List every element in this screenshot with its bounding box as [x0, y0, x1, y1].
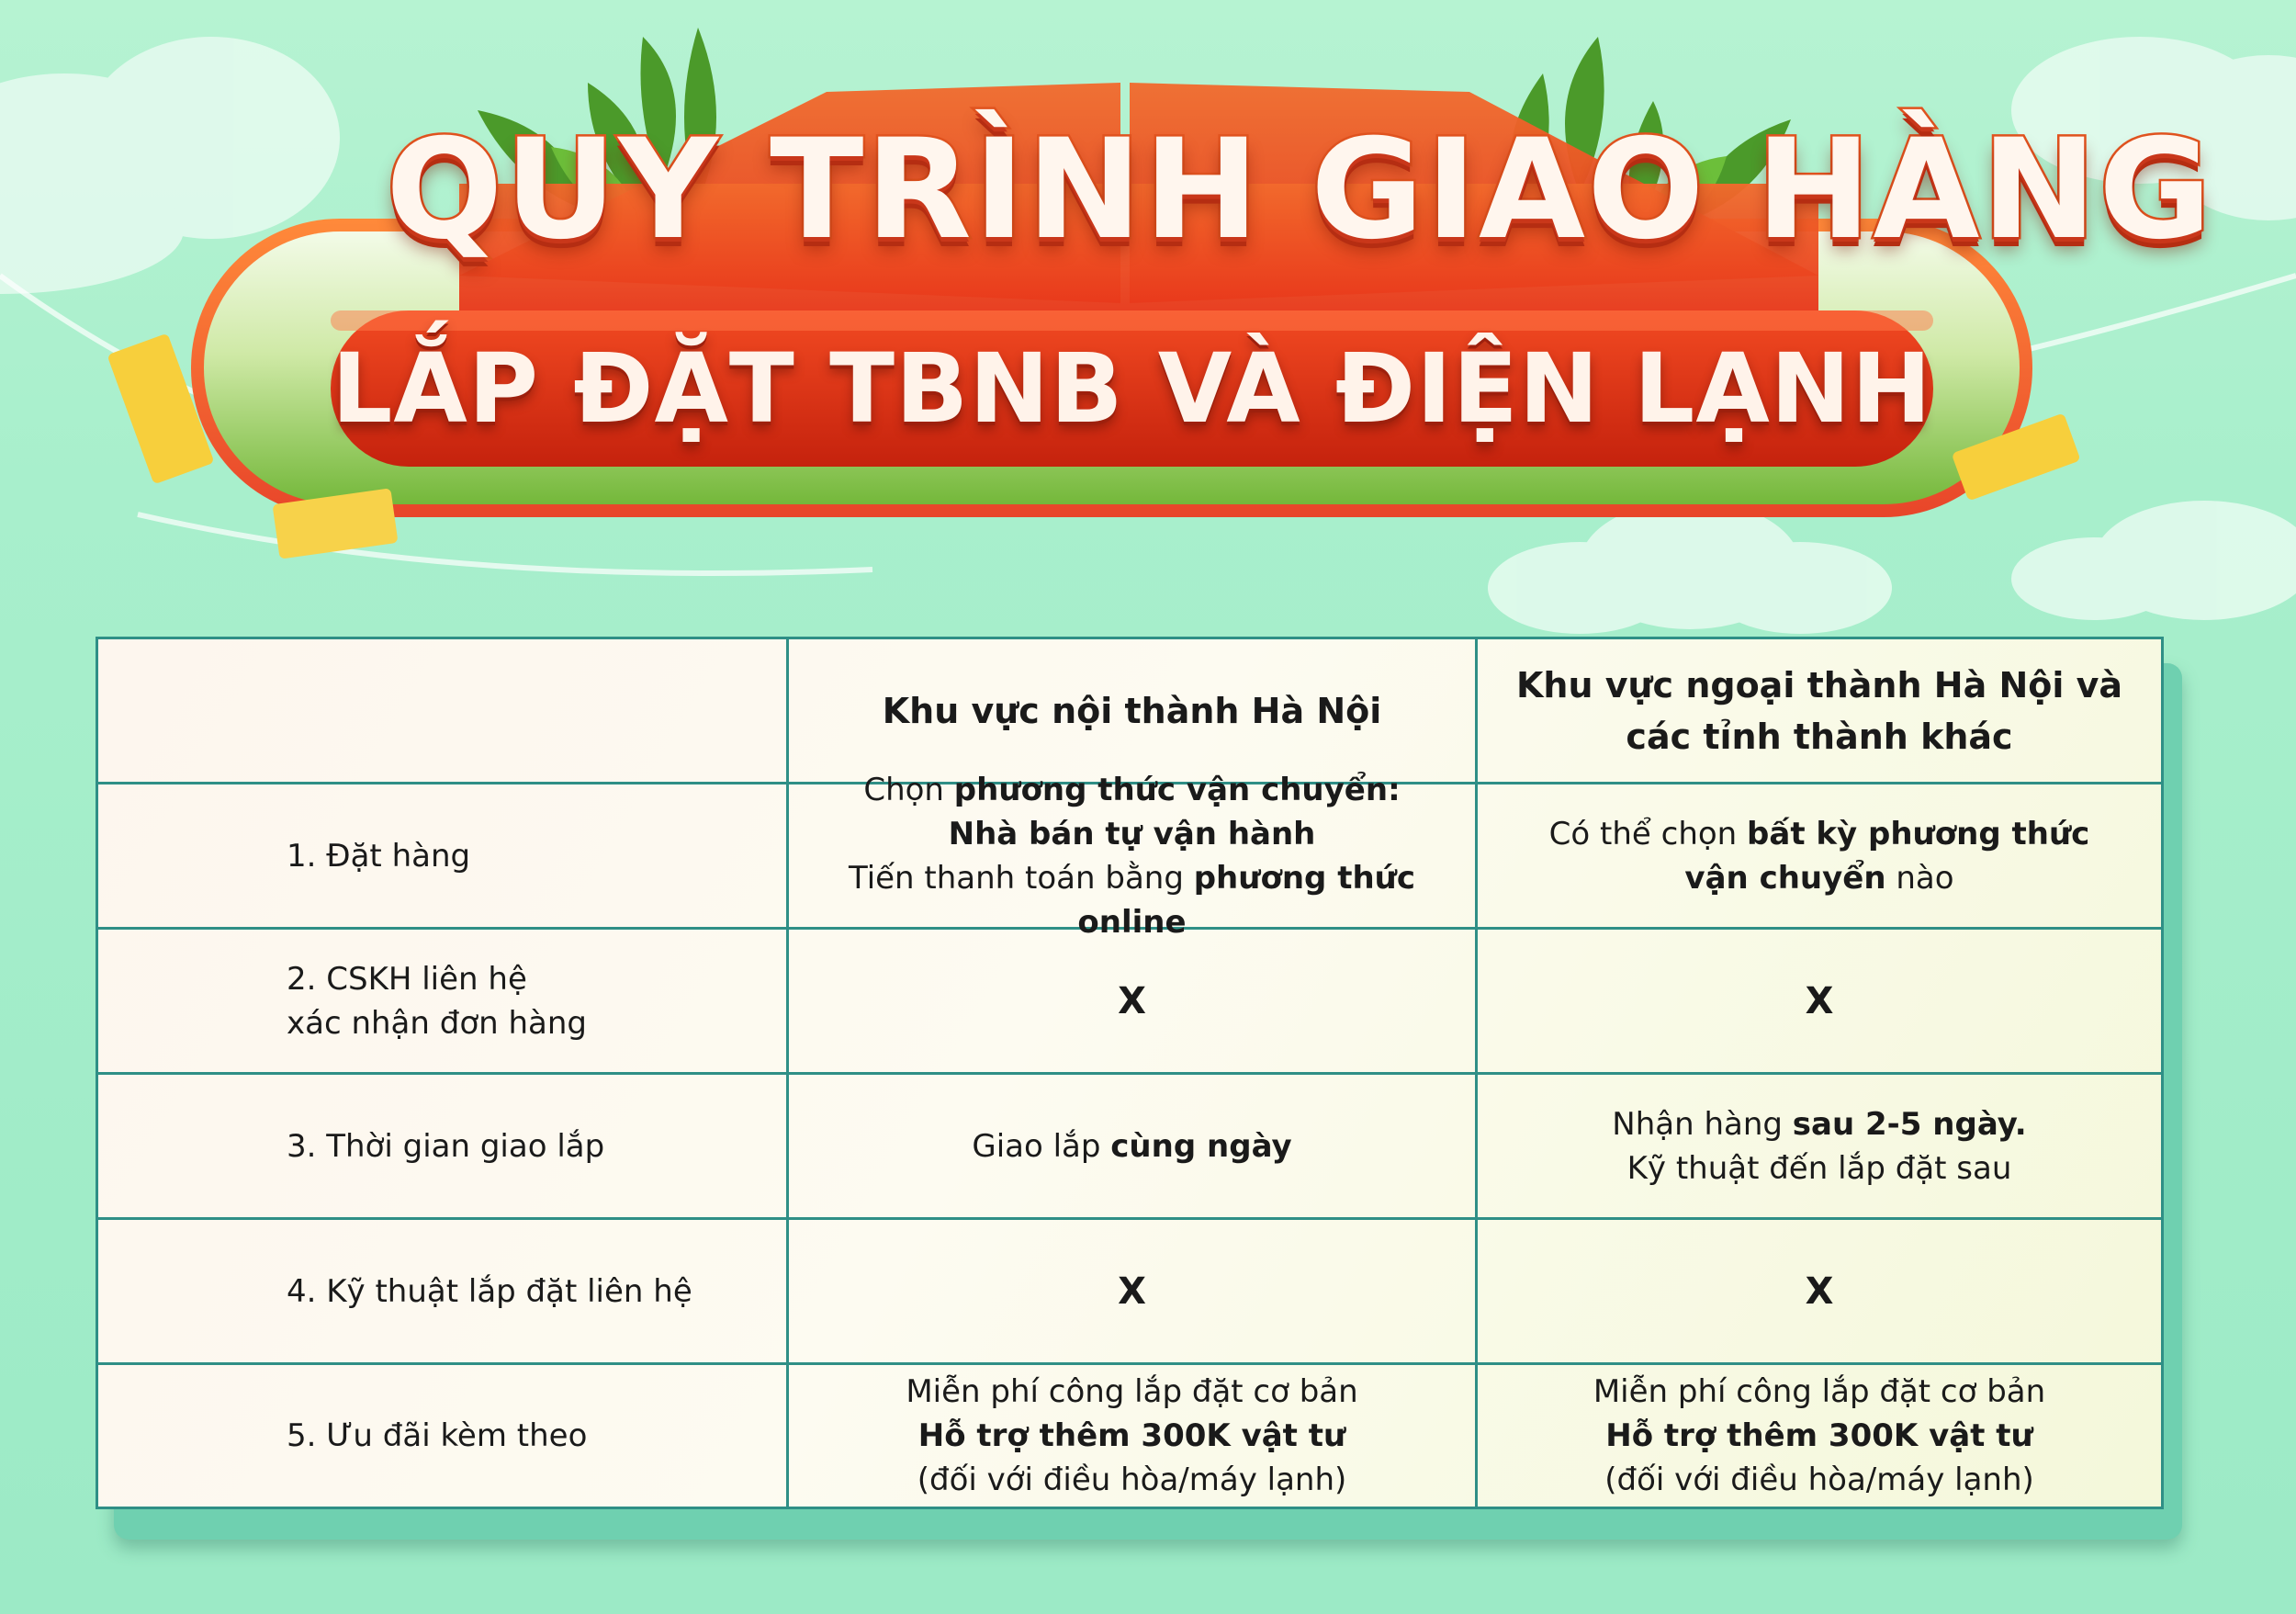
outer-city-cell	[1478, 1220, 2161, 1362]
cell-text: Có thể chọn	[1548, 815, 1748, 852]
cell-text-bold: phương thức vận chuyển:	[953, 771, 1401, 808]
check-mark: X	[1805, 979, 1834, 1022]
inner-city-cell	[789, 1220, 1478, 1362]
table-row	[98, 1220, 2161, 1365]
table-row	[98, 1075, 2161, 1220]
cell-line	[972, 1124, 1291, 1168]
banner	[0, 0, 2296, 625]
header-inner-city-label: Khu vực nội thành Hà Nội	[882, 690, 1382, 731]
table-row	[98, 771, 2161, 941]
step-label-text: 1. Đặt hàng	[287, 837, 471, 875]
cell-line: Miễn phí công lắp đặt cơ bản	[906, 1373, 1358, 1410]
cell-text-bold: vận chuyển	[1684, 859, 1886, 897]
cell-line-bold: Hỗ trợ thêm 300K vật tư	[917, 1417, 1346, 1454]
cell-text-bold: sau 2-5 ngày.	[1792, 1105, 2027, 1143]
cell-text: Giao lắp	[972, 1127, 1111, 1165]
inner-city-cell	[789, 930, 1478, 1072]
cell-text-bold: bất kỳ phương thức	[1747, 815, 2090, 852]
step-label	[98, 1220, 789, 1362]
cell-line	[863, 768, 1400, 812]
check-mark: X	[1118, 1270, 1146, 1313]
step-label	[98, 784, 789, 927]
inner-city-cell	[789, 1365, 1478, 1507]
header-outer-city	[1478, 639, 2161, 782]
cell-line	[1684, 856, 1953, 900]
cell-line: Kỹ thuật đến lắp đặt sau	[1626, 1149, 2012, 1187]
header-inner-city	[789, 639, 1478, 782]
cell-line: Miễn phí công lắp đặt cơ bản	[1593, 1373, 2046, 1410]
cell-text-bold: cùng ngày	[1110, 1127, 1292, 1165]
check-mark: X	[1805, 1270, 1834, 1313]
inner-city-cell	[789, 771, 1478, 941]
step-label	[98, 1075, 789, 1217]
cell-line-bold: Hỗ trợ thêm 300K vật tư	[1605, 1417, 2033, 1454]
cell-text: Tiến thanh toán bằng	[848, 859, 1194, 897]
header-empty-cell	[98, 639, 789, 782]
delivery-process-table	[96, 637, 2164, 1509]
table-header-row	[98, 639, 2161, 784]
cell-line-bold: Nhà bán tự vận hành	[948, 815, 1316, 852]
cell-text: Chọn	[863, 771, 954, 808]
step-label-line2: xác nhận đơn hàng	[287, 1004, 588, 1042]
outer-city-cell	[1478, 784, 2161, 927]
cell-line	[1612, 1102, 2026, 1146]
check-mark: X	[1118, 979, 1146, 1022]
cell-text: nào	[1885, 859, 1954, 897]
header-outer-city-line1: Khu vực ngoại thành Hà Nội và	[1515, 664, 2123, 705]
cell-line	[1549, 812, 2090, 856]
inner-city-cell	[789, 1075, 1478, 1217]
table-row	[98, 1365, 2161, 1507]
header-outer-city-line2: các tỉnh thành khác	[1626, 716, 2013, 757]
banner-subtitle: LẮP ĐẶT TBNB VÀ ĐIỆN LẠNH	[332, 333, 1932, 445]
cell-text-bold: phương thức online	[1077, 859, 1416, 941]
outer-city-cell	[1478, 1075, 2161, 1217]
step-label-text: 5. Ưu đãi kèm theo	[287, 1417, 588, 1454]
outer-city-cell	[1478, 1365, 2161, 1507]
cell-line: (đối với điều hòa/máy lạnh)	[917, 1462, 1347, 1498]
cell-text: Nhận hàng	[1612, 1105, 1793, 1143]
banner-title: QUY TRÌNH GIAO HÀNG	[386, 110, 2214, 270]
step-label-line1: 2. CSKH liên hệ	[287, 960, 527, 998]
table-row	[98, 930, 2161, 1075]
cell-line: (đối với điều hòa/máy lạnh)	[1604, 1462, 2034, 1498]
step-label	[98, 930, 789, 1072]
step-label	[98, 1365, 789, 1507]
step-label-text: 4. Kỹ thuật lắp đặt liên hệ	[287, 1272, 692, 1310]
step-label-text: 3. Thời gian giao lắp	[287, 1127, 605, 1165]
outer-city-cell	[1478, 930, 2161, 1072]
